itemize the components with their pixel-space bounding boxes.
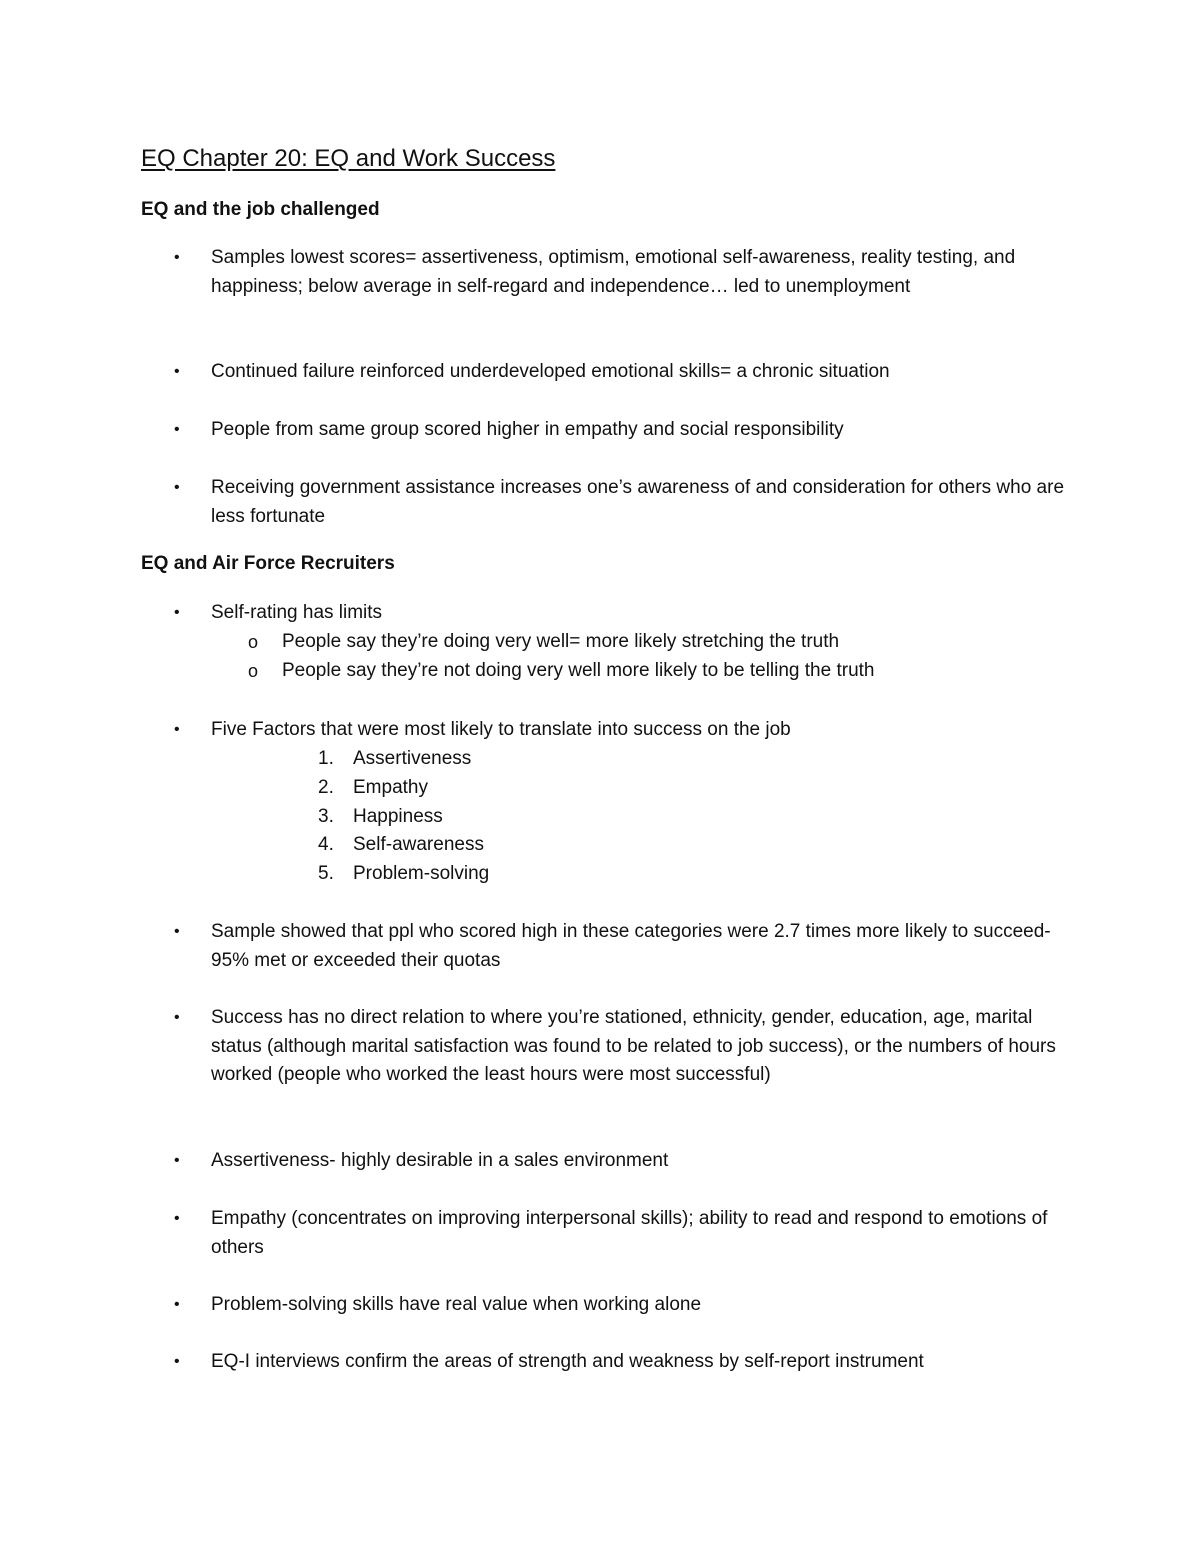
bullet-icon: • — [174, 604, 180, 621]
sub-list-item-text: People say they’re not doing very well more likely to be telling the truth — [282, 660, 875, 681]
list-item — [174, 599, 1071, 628]
list-item — [174, 1147, 1071, 1176]
list-item-text: Five Factors that were most likely to translate into success on the job — [211, 719, 791, 740]
sub-list-item-text: People say they’re doing very well= more likely stretching the truth — [282, 631, 840, 652]
bullet-icon: • — [174, 1353, 180, 1370]
numbered-item — [318, 774, 428, 803]
list-item-text: Samples lowest scores= assertiveness, optimism, emotional self-awareness, reality testing, and happiness; below average in self-regard and independence… led to unemployment — [211, 247, 1016, 297]
numbered-item-text: Empathy — [353, 777, 428, 798]
numbered-item-text: Assertiveness — [353, 748, 472, 769]
numbered-item-text: Happiness — [353, 806, 443, 827]
bullet-icon: • — [174, 479, 180, 496]
list-item — [174, 474, 1071, 531]
list-item-text: Success has no direct relation to where you’re stationed, ethnicity, gender, education, age, marital status (although marital satisfaction was found to be related to job success), or the numbers of hours worked (people who worked the least hours were most successful) — [211, 1007, 1056, 1086]
numbered-item — [318, 803, 443, 832]
list-item — [174, 244, 1071, 301]
bullet-icon: • — [174, 923, 180, 940]
section-heading-job-challenged: EQ and the job challenged — [141, 199, 380, 220]
list-item — [174, 1205, 1071, 1262]
section-heading-air-force-recruiters: EQ and Air Force Recruiters — [141, 553, 395, 574]
list-item-text: Empathy (concentrates on improving interpersonal skills); ability to read and respond to emotions of others — [211, 1208, 1048, 1258]
list-item — [174, 1004, 1071, 1090]
numbered-item — [318, 831, 484, 860]
numbered-item — [318, 860, 490, 889]
list-item-text: Receiving government assistance increases one’s awareness of and consideration for others who are less fortunate — [211, 477, 1065, 527]
list-item — [174, 716, 1071, 745]
list-item-text: Assertiveness- highly desirable in a sales environment — [211, 1150, 669, 1171]
list-item-text: Sample showed that ppl who scored high in these categories were 2.7 times more likely to succeed- 95% met or exceeded their quotas — [211, 921, 1051, 971]
number-marker: 5. — [318, 863, 334, 884]
bullet-icon: • — [174, 249, 180, 266]
list-item — [174, 1291, 1071, 1320]
bullet-icon: • — [174, 1009, 180, 1026]
bullet-icon: • — [174, 1152, 180, 1169]
circle-bullet-icon: o — [248, 632, 259, 652]
bullet-icon: • — [174, 421, 180, 438]
bullet-icon: • — [174, 1296, 180, 1313]
list-item-text: Problem-solving skills have real value when working alone — [211, 1294, 702, 1315]
bullet-icon: • — [174, 1210, 180, 1227]
bullet-icon: • — [174, 721, 180, 738]
numbered-item-text: Self-awareness — [353, 834, 484, 855]
circle-bullet-icon: o — [248, 661, 259, 681]
number-marker: 1. — [318, 748, 334, 769]
list-item-text: Continued failure reinforced underdeveloped emotional skills= a chronic situation — [211, 361, 890, 382]
list-item — [174, 1348, 1071, 1377]
list-item — [174, 358, 1071, 387]
number-marker: 4. — [318, 834, 334, 855]
number-marker: 3. — [318, 806, 334, 827]
list-item-text: Self-rating has limits — [211, 602, 383, 623]
list-item — [174, 918, 1071, 975]
list-item-text: People from same group scored higher in empathy and social responsibility — [211, 419, 844, 440]
sub-list-item — [248, 628, 840, 657]
bullet-icon: • — [174, 363, 180, 380]
numbered-item-text: Problem-solving — [353, 863, 490, 884]
number-marker: 2. — [318, 777, 334, 798]
list-item — [174, 416, 1071, 445]
list-item-text: EQ-I interviews confirm the areas of strength and weakness by self-report instrument — [211, 1351, 924, 1372]
document-title: EQ Chapter 20: EQ and Work Success — [141, 145, 556, 172]
sub-list-item — [248, 657, 875, 686]
numbered-item — [318, 745, 472, 774]
